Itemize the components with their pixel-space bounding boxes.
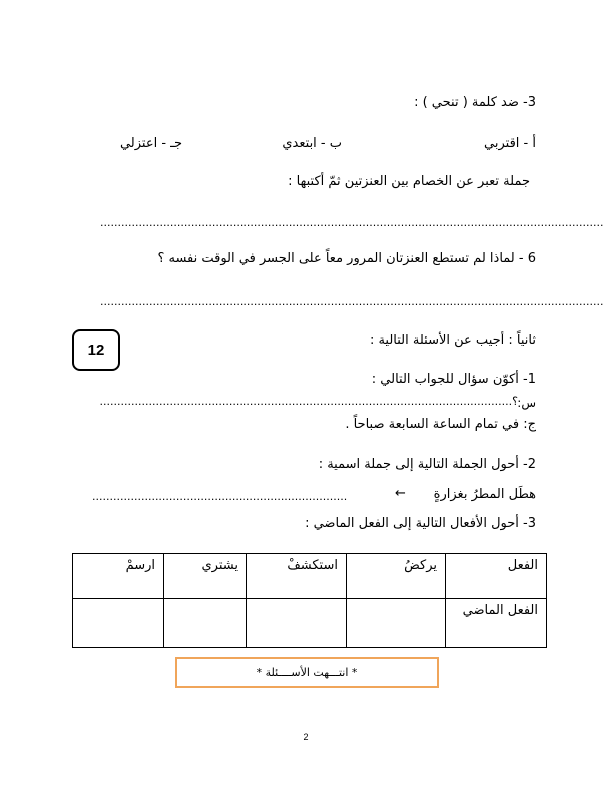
answer-cell-4[interactable] [73, 599, 164, 648]
q6-question: 6 - لماذا لم تستطع العنزتان المرور معاً على الجسر في الوقت نفسه ؟ [157, 251, 536, 266]
header-verb-3: يشتري [164, 554, 247, 599]
header-verb-4: ارسمْ [73, 554, 164, 599]
q2-2-title: 2- أحول الجملة التالية إلى جملة اسمية : [318, 457, 536, 472]
q2-1-title: 1- أكوّن سؤال للجواب التالي : [371, 372, 536, 387]
sentence-question: جملة تعبر عن الخصام بين العنزتين ثمّ أكتبها : [288, 174, 530, 189]
q3-title: 3- ضد كلمة ( تنحي ) : [414, 95, 536, 110]
table-answer-row [73, 599, 547, 648]
verbal-sentence: هطَل المطرُ بغزارةٍ [433, 487, 536, 502]
answer-cell-3[interactable] [164, 599, 247, 648]
q3-option-c: جـ - اعتزلي [119, 136, 182, 151]
end-of-questions-box [175, 657, 439, 688]
q3-option-a: أ - اقتربي [484, 136, 536, 151]
answer-cell-2[interactable] [247, 599, 347, 648]
arrow-icon: ← [395, 486, 406, 501]
header-verb-label: الفعل [446, 554, 547, 599]
table-header-row [73, 554, 547, 599]
question-label: س: [517, 396, 536, 410]
past-tense-label: الفعل الماضي [446, 599, 547, 648]
nominal-answer-line: ......................................................................... [92, 490, 348, 503]
verbs-table [72, 553, 547, 648]
page-number: 2 [303, 732, 309, 742]
score-box: 12 [72, 329, 120, 371]
header-verb-2: استكشفْ [247, 554, 347, 599]
given-answer: ج: في تمام الساعة السابعة صباحاً . [345, 417, 536, 432]
answer-cell-1[interactable] [347, 599, 446, 648]
sentence-answer-line: ................................................................................................................................................ [100, 216, 604, 229]
header-verb-1: يركضُ [347, 554, 446, 599]
section2-title: ثانياً : أجيب عن الأسئلة التالية : [369, 333, 536, 348]
question-answer-line: ......................................................................................................................؟ [99, 395, 518, 408]
q2-3-title: 3- أحول الأفعال التالية إلى الفعل الماضي : [305, 516, 536, 531]
end-of-questions-text: * انتـــهت الأســــئلة * [256, 666, 358, 679]
q6-answer-line: ................................................................................................................................................ [100, 295, 604, 308]
q3-option-b: ب - ابتعدي [282, 136, 342, 151]
